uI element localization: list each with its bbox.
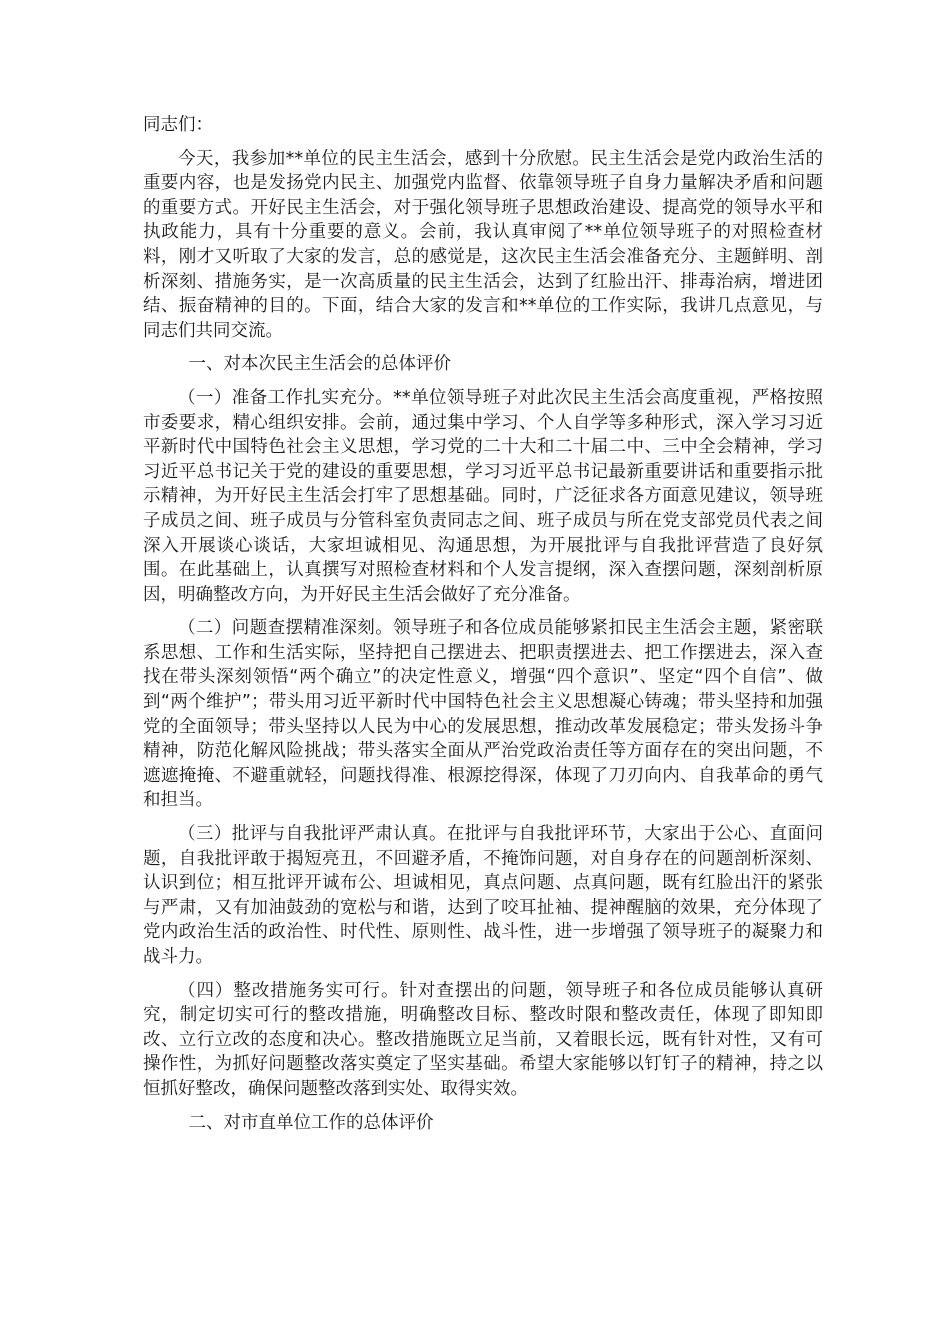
- salutation: 同志们：: [143, 115, 213, 135]
- section-heading-1: 一、对本次民主生活会的总体评价: [188, 354, 451, 375]
- point-paragraph-1: （一）准备工作扎实充分。**单位领导班子对此次民主生活会高度重视，严格按照市委要求，精心组织安排。会前，通过集中学习、个人自学等多种形式，深入学习习近平新时代中国特色社会主义思想，学习党的二十大和二十届二中、三中全会精神，学习习近平总书记关于党的建设的重要思想，学习习近平总书记最新重要讲话和重要指示批示精神，为开好民主生活会打牢了思想基础。同时，广泛征求各方面意见建议，领导班子成员之间、班子成员与分管科室负责同志之间、班子成员与所在党支部党员代表之间深入开展谈心谈话，大家坦诚相见、沟通思想，为开展批评与自我批评营造了良好氛围。在此基础上，认真撰写对照检查材料和个人发言提纲，深入查摆问题，深刻剖析原因，明确整改方向，为开好民主生活会做好了充分准备。: [143, 387, 823, 605]
- document-body: [143, 113, 823, 1144]
- point-paragraph-3: （三）批评与自我批评严肃认真。在批评与自我批评环节，大家出于公心、直面问题，自我批评敢于揭短亮丑，不回避矛盾，不掩饰问题，对自身存在的问题剖析深刻、认识到位；相互批评开诚布公、坦诚相见，真点问题、点真问题，既有红脸出汗的紧张与严肃，又有加油鼓劲的宽松与和谐，达到了咬耳扯袖、提神醒脑的效果，充分体现了党内政治生活的政治性、时代性、原则性、战斗性，进一步增强了领导班子的凝聚力和战斗力。: [143, 824, 823, 967]
- point-paragraph-2: （二）问题查摆精准深刻。领导班子和各位成员能够紧扣民主生活会主题，紧密联系思想、工作和生活实际，坚持把自己摆进去、把职责摆进去、把工作摆进去，深入查找在带头深刻领悟“两个确立”的决定性意义，增强“四个意识”、坚定“四个自信”、做到“两个维护”；带头用习近平新时代中国特色社会主义思想凝心铸魂；带头坚持和加强党的全面领导；带头坚持以人民为中心的发展思想，推动改革发展稳定；带头发扬斗争精神，防范化解风险挑战；带头落实全面从严治党政治责任等方面存在的突出问题，不遮遮掩掩、不避重就轻，问题找得准、根源挖得深，体现了刀刃向内、自我革命的勇气和担当。: [143, 618, 823, 811]
- section-heading-2: 二、对市直单位工作的总体评价: [188, 1112, 434, 1133]
- intro-paragraph: 今天，我参加**单位的民主生活会，感到十分欣慰。民主生活会是党内政治生活的重要内容，也是发扬党内民主、加强党内监督、依靠领导班子自身力量解决矛盾和问题的重要方式。开好民主生活会，对于强化领导班子思想政治建设、提高党的领导水平和执政能力，具有十分重要的意义。会前，我认真审阅了**单位领导班子的对照检查材料，刚才又听取了大家的发言，总的感觉是，这次民主生活会准备充分、主题鲜明、剖析深刻、措施务实，是一次高质量的民主生活会，达到了红脸出汗、排毒治病，增进团结、振奋精神的目的。下面，结合大家的发言和**单位的工作实际，我讲几点意见，与同志们共同交流。: [143, 148, 823, 341]
- point-paragraph-4: （四）整改措施务实可行。针对查摆出的问题，领导班子和各位成员能够认真研究，制定切实可行的整改措施，明确整改目标、整改时限和整改责任，体现了即知即改、立行立改的态度和决心。整改措施既立足当前，又着眼长远，既有针对性，又有可操作性，为抓好问题整改落实奠定了坚实基础。希望大家能够以钉钉子的精神，持之以恒抓好整改，确保问题整改落到实处、取得实效。: [143, 980, 823, 1099]
